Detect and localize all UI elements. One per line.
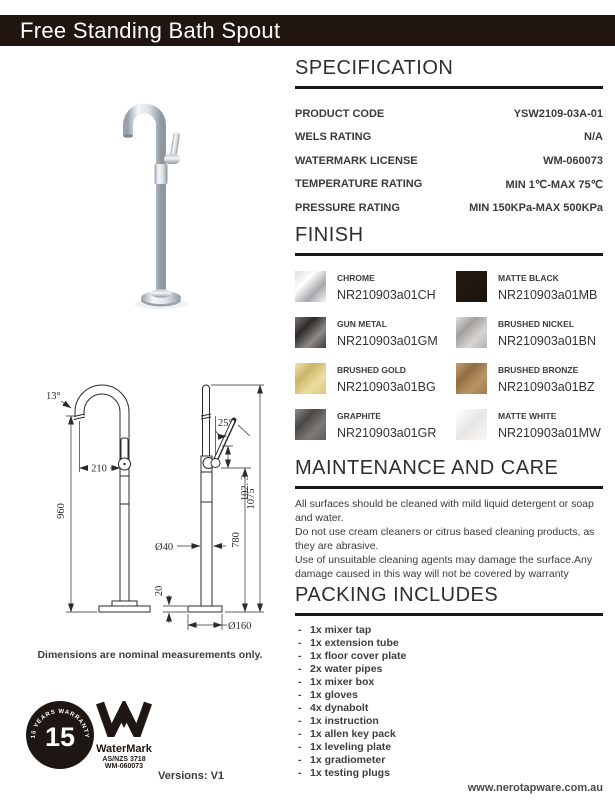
spec-row <box>295 102 603 126</box>
finish-name: MATTE WHITE <box>498 410 557 421</box>
packing-item: - 1x gradiometer <box>295 754 603 767</box>
finish-code: NR210903a01BG <box>337 379 436 394</box>
finish-name: BRUSHED BRONZE <box>498 364 579 375</box>
spec-value: YSW2109-03A-01 <box>513 107 603 120</box>
maintenance-paragraph: Do not use cream cleaners or citrus based cleaning products, as they are abrasive. <box>295 525 595 552</box>
warranty-badge <box>22 699 98 771</box>
spec-row <box>295 173 603 197</box>
front-view <box>46 385 150 612</box>
spec-label: PRODUCT CODE <box>295 107 385 120</box>
side-view <box>154 385 264 632</box>
packing-item: - 1x mixer tap <box>295 624 603 637</box>
warranty-years: 15 <box>44 722 76 752</box>
maintenance-paragraph: Use of unsuitable cleaning agents may damage the surface.Any damage caused in this way will not be covered by warranty <box>295 553 593 580</box>
packing-item: - 1x extension tube <box>295 637 603 650</box>
spec-label: TEMPERATURE RATING <box>295 178 423 191</box>
finish-name: CHROME <box>337 272 375 283</box>
spec-label: PRESSURE RATING <box>295 201 400 214</box>
product-photo <box>110 90 200 320</box>
finish-code: NR210903a01GM <box>337 333 438 348</box>
watermark-w-icon <box>96 701 152 737</box>
finish-swatch-brushed-gold <box>295 363 326 394</box>
faucet-handle-pivot <box>164 154 180 164</box>
maintenance-paragraph: All surfaces should be cleaned with mild liquid detergent or soap and water. <box>295 497 594 524</box>
packing-item: - 1x mixer box <box>295 676 603 689</box>
finish-code: NR210903a01GR <box>337 425 437 440</box>
finish-item <box>456 409 603 440</box>
watermark-license: WM-060073 <box>104 763 144 770</box>
title-bar <box>0 15 615 46</box>
packing-item: - 4x dynabolt <box>295 702 603 715</box>
faucet-base-dome <box>151 289 172 297</box>
finish-code: NR210903a01BN <box>498 333 596 348</box>
spec-value: WM-060073 <box>543 154 603 167</box>
right-column <box>295 57 603 794</box>
dim-label-outlet-height: 780 <box>231 532 242 548</box>
dim-label-total-height: 1075 <box>246 488 257 510</box>
dim-label-handle-length: 102. 3 <box>240 474 251 502</box>
packing-item: - 2x water pipes <box>295 663 603 676</box>
dimension-note: Dimensions are nominal measurements only. <box>37 649 263 661</box>
packing-item: - 1x floor cover plate <box>295 650 603 663</box>
finish-item <box>456 317 603 348</box>
spec-value: N/A <box>584 131 603 144</box>
faucet-body <box>128 109 161 301</box>
specification-table <box>295 102 603 220</box>
finish-name: GRAPHITE <box>337 410 381 421</box>
finish-name: GUN METAL <box>337 318 387 329</box>
spec-row <box>295 149 603 173</box>
finish-item <box>295 363 442 394</box>
finish-swatch-matte-white <box>456 409 487 440</box>
page-title: Free Standing Bath Spout <box>20 18 281 43</box>
finish-item <box>295 271 442 302</box>
dim-label-spout-height: 960 <box>56 503 67 519</box>
packing-item: - 1x gloves <box>295 689 603 702</box>
packing-item: - 1x leveling plate <box>295 741 603 754</box>
maintenance-text <box>295 497 603 581</box>
finish-code: NR210903a01MW <box>498 425 601 440</box>
versions-label: Versions: V1 <box>158 770 225 782</box>
spec-label: WELS RATING <box>295 131 372 144</box>
finish-code: NR210903a01MB <box>498 287 598 302</box>
packing-item: - 1x testing plugs <box>295 767 603 780</box>
specification-heading: SPECIFICATION <box>295 57 603 89</box>
technical-drawing <box>5 372 290 634</box>
website-link[interactable]: www.nerotapware.com.au <box>467 781 603 794</box>
finish-swatch-brushed-bronze <box>456 363 487 394</box>
faucet-collar <box>155 164 168 184</box>
finish-swatch-chrome <box>295 271 326 302</box>
finish-item <box>295 409 442 440</box>
dim-label-base-height: 20 <box>154 585 165 597</box>
dim-label-spout-reach: 210 <box>91 463 107 475</box>
packing-item: - 1x instruction <box>295 715 603 728</box>
finish-swatch-gun-metal <box>295 317 326 348</box>
finish-heading: FINISH <box>295 224 603 256</box>
warranty-arc-text: 15 YEARS WARRANTY <box>30 708 90 739</box>
watermark-name: WaterMark <box>96 743 152 755</box>
finish-item <box>456 363 603 394</box>
packing-item: - 1x allen key pack <box>295 728 603 741</box>
watermark-standard: AS/NZS 3718 <box>102 756 146 763</box>
faucet-outlet <box>123 134 133 138</box>
finish-swatch-matte-black <box>456 271 487 302</box>
dim-label-base-diameter: Ø160 <box>228 621 252 632</box>
finish-name: MATTE BLACK <box>498 272 559 283</box>
spec-label: WATERMARK LICENSE <box>295 154 418 167</box>
finish-item <box>456 271 603 302</box>
finish-code: NR210903a01BZ <box>498 379 595 394</box>
finish-swatch-graphite <box>295 409 326 440</box>
dim-label-handle-angle: 25° <box>218 418 233 429</box>
finish-item <box>295 317 442 348</box>
watermark-logo <box>92 701 156 770</box>
dim-label-pole-diameter: Ø40 <box>155 542 174 553</box>
spec-row <box>295 196 603 220</box>
spec-row <box>295 126 603 150</box>
finish-name: BRUSHED GOLD <box>337 364 406 375</box>
packing-heading: PACKING INCLUDES <box>295 584 603 616</box>
packing-list <box>295 624 603 780</box>
finish-swatch-brushed-nickel <box>456 317 487 348</box>
dim-label-spout-angle: 13° <box>46 391 61 402</box>
finish-name: BRUSHED NICKEL <box>498 318 575 329</box>
spec-value: MIN 150KPa-MAX 500KPa <box>469 201 603 214</box>
finish-code: NR210903a01CH <box>337 287 436 302</box>
spec-value: MIN 1℃-MAX 75℃ <box>505 178 603 191</box>
finish-grid <box>295 271 603 440</box>
maintenance-heading: MAINTENANCE AND CARE <box>295 457 603 489</box>
